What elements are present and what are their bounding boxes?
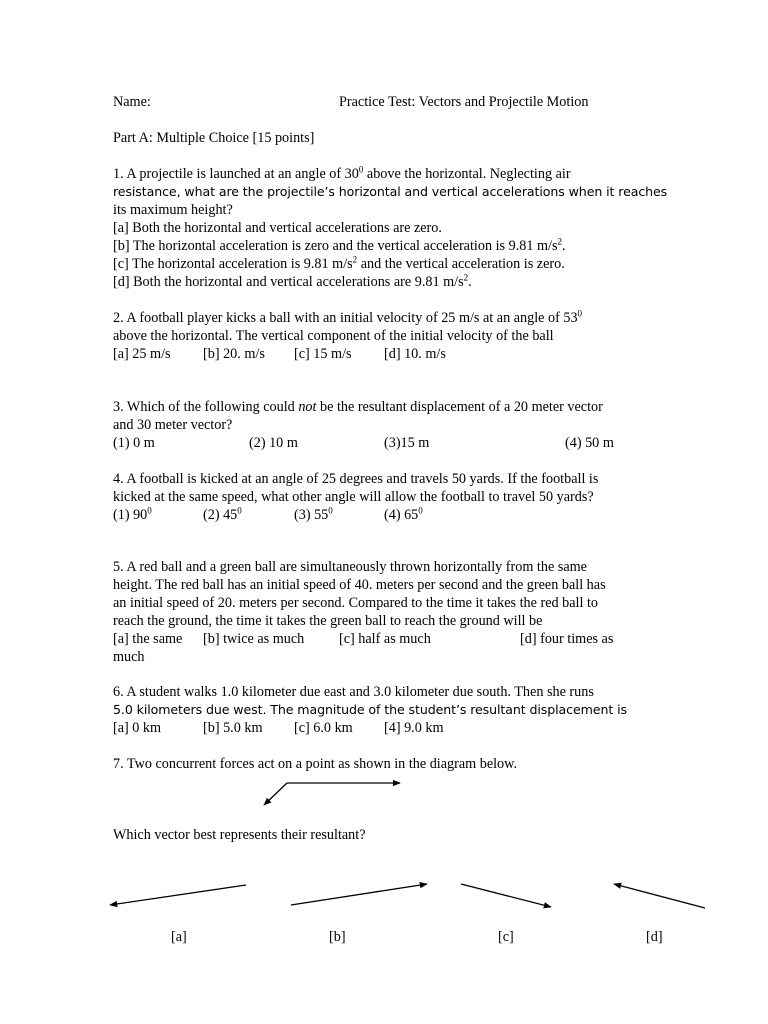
q3-option-2: (2) 10 m: [249, 435, 298, 451]
q6-option-d: [4] 9.0 km: [384, 720, 444, 736]
answer-vector-c: [461, 884, 551, 907]
answer-label-b: [b]: [329, 929, 346, 945]
answer-vector-b: [291, 884, 427, 905]
q2-line-2: above the horizontal. The vertical component of the initial velocity of the ball: [113, 328, 554, 344]
q4-option-4: (4) $65^0$: [384, 505, 423, 523]
q1-option-c: [c] The horizontal acceleration is 9.81 $m/s^2$ and the vertical acceleration is zero.: [113, 254, 565, 272]
q5-line-4: reach the ground, the time it takes the green ball to reach the ground will be: [113, 613, 543, 629]
force-vector-southwest: [264, 783, 287, 805]
q3-line-2: and 30 meter vector?: [113, 417, 233, 433]
q3-option-3: (3)15 m: [384, 435, 430, 451]
q5-line-3: an initial speed of 20. meters per second. Compared to the time it takes the red ball to: [113, 595, 598, 611]
answer-label-c: [c]: [498, 929, 514, 945]
q2-option-d: [d] 10. m/s: [384, 346, 446, 362]
name-label: Name:: [113, 94, 151, 110]
answer-vector-d: [614, 884, 705, 908]
q3-option-1: (1) 0 m: [113, 435, 155, 451]
answer-label-d: [d]: [646, 929, 663, 945]
q5-option-b: [b] twice as much: [203, 631, 305, 647]
q1-option-d: [d] Both the horizontal and vertical accelerations are 9.81 $m/s^2$.: [113, 272, 472, 290]
q5-line-1: 5. A red ball and a green ball are simultaneously thrown horizontally from the same: [113, 559, 587, 575]
q2-option-c: [c] 15 m/s: [294, 346, 352, 362]
q2-option-b: [b] 20. m/s: [203, 346, 265, 362]
page-title: Practice Test: Vectors and Projectile Motion: [339, 94, 589, 110]
q5-line-2: height. The red ball has an initial speed of 40. meters per second and the green ball has: [113, 577, 606, 593]
part-a-heading: Part A: Multiple Choice [15 points]: [113, 130, 315, 146]
q4-option-1: (1) $90^0$: [113, 505, 152, 523]
q5-option-a: [a] the same: [113, 631, 183, 647]
q5-option-d-continued: much: [113, 649, 145, 665]
q6-line-2: 5.0 kilometers due west. The magnitude of the student’s resultant displacement is: [113, 702, 627, 717]
q4-line-2: kicked at the same speed, what other angle will allow the football to travel 50 yards?: [113, 489, 594, 505]
answer-vector-a: [110, 885, 246, 905]
q5-option-d: [d] four times as: [520, 631, 614, 647]
q1-option-a: [a] Both the horizontal and vertical accelerations are zero.: [113, 220, 442, 236]
q6-option-a: [a] 0 km: [113, 720, 162, 736]
q1-line-3: its maximum height?: [113, 202, 233, 218]
answer-label-a: [a]: [171, 929, 187, 945]
q2-line-1: 2. A football player kicks a ball with an initial velocity of 25 m/s at an angle of $53^0$: [113, 308, 583, 326]
q2-option-a: [a] 25 m/s: [113, 346, 171, 362]
q6-option-b: [b] 5.0 km: [203, 720, 263, 736]
q6-option-c: [c] 6.0 km: [294, 720, 353, 736]
q4-option-3: (3) $55^0$: [294, 505, 333, 523]
q1-option-b: [b] The horizontal acceleration is zero and the vertical acceleration is 9.81 $m/s^2$.: [113, 236, 566, 254]
q5-option-c: [c] half as much: [339, 631, 431, 647]
q4-option-2: (2) $45^0$: [203, 505, 242, 523]
q7-line-1: 7. Two concurrent forces act on a point as shown in the diagram below.: [113, 756, 518, 772]
q1-line-1: 1. A projectile is launched at an angle of $30^0$ above the horizontal. Neglecting air: [113, 164, 571, 182]
q6-line-1: 6. A student walks 1.0 kilometer due east and 3.0 kilometer due south. Then she runs: [113, 684, 594, 700]
q3-line-1: 3. Which of the following could not be the resultant displacement of a 20 meter vector: [113, 399, 603, 415]
q4-line-1: 4. A football is kicked at an angle of 25 degrees and travels 50 yards. If the football is: [113, 471, 599, 487]
q7-line-2: Which vector best represents their resultant?: [113, 827, 366, 843]
q1-line-2: resistance, what are the projectile’s horizontal and vertical accelerations when it reaches: [113, 184, 668, 199]
q3-option-4: (4) 50 m: [565, 435, 614, 451]
